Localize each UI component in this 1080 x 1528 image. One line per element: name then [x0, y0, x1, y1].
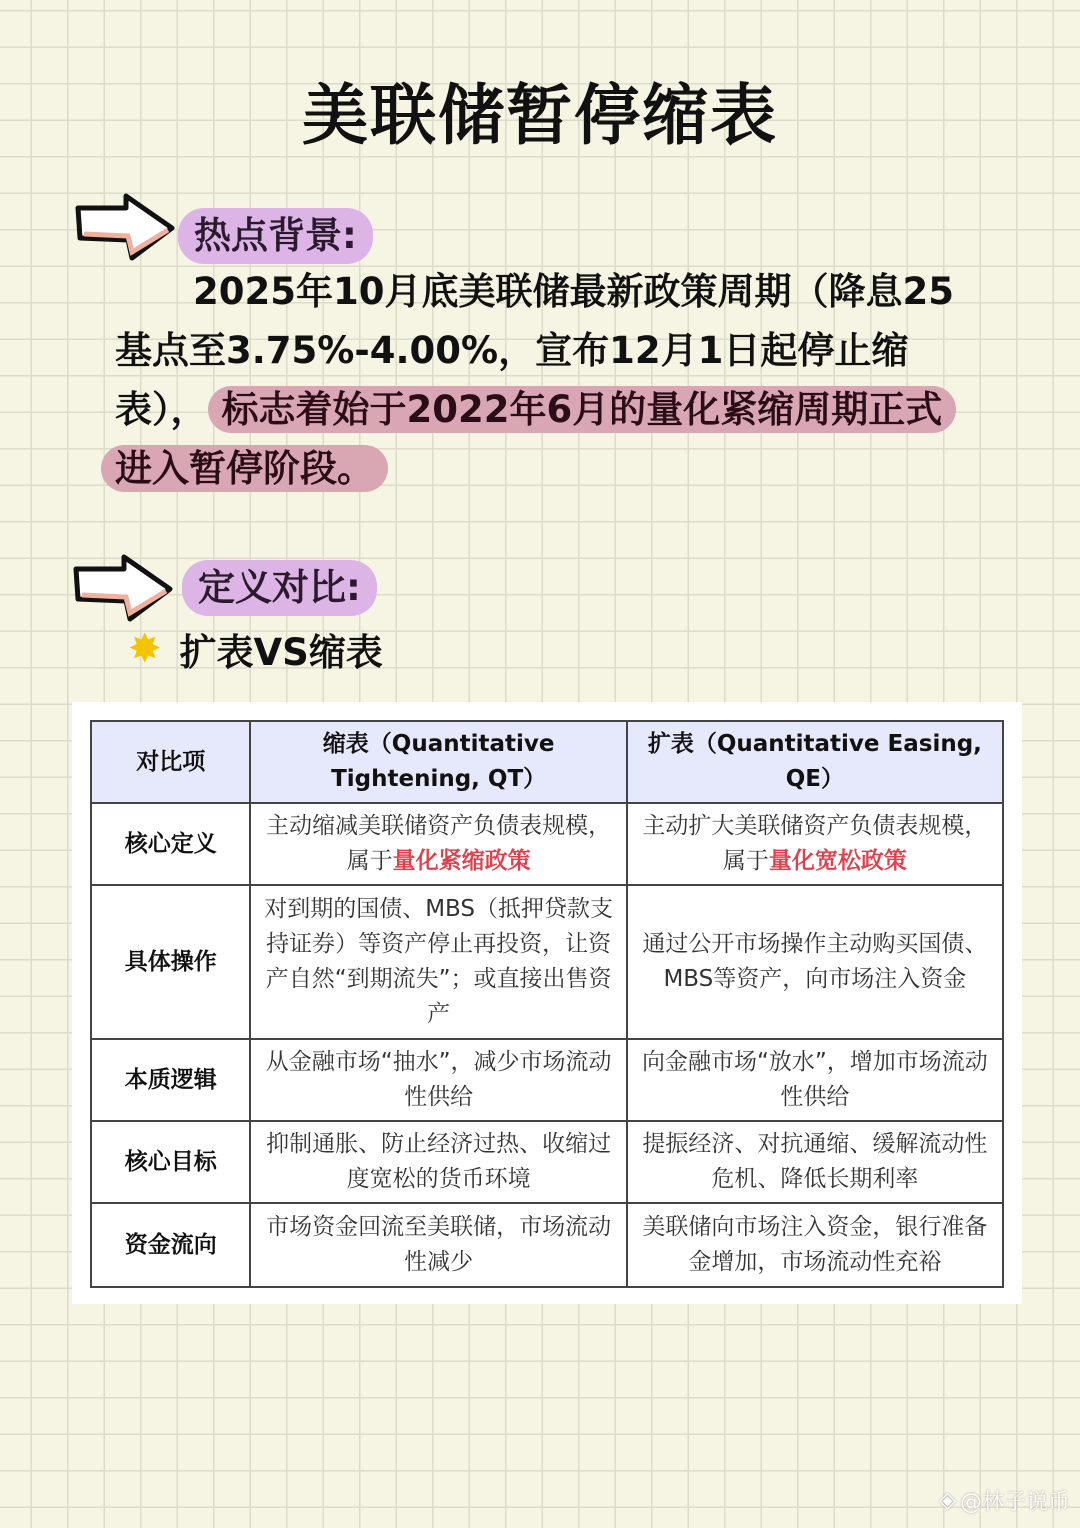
table-row [91, 1039, 1003, 1121]
sparkle-icon: ✸ [128, 626, 162, 672]
qt-cell: 对到期的国债、MBS（抵押贷款支持证券）等资产停止再投资，让资产自然“到期流失”；或直接出售资产 [250, 885, 626, 1039]
row-label: 核心定义 [91, 803, 250, 885]
row-label: 具体操作 [91, 885, 250, 1039]
highlight-text: 标志着始于2022年6月的量化紧缩周期正式 [208, 386, 957, 433]
paragraph-line [101, 444, 388, 494]
red-highlight: 量化紧缩政策 [392, 848, 531, 874]
tag-definition: 定义对比: [182, 560, 377, 616]
qe-cell: 通过公开市场操作主动购买国债、MBS等资产，向市场注入资金 [627, 885, 1003, 1039]
table-row [91, 1121, 1003, 1203]
qt-cell: 抑制通胀、防止经济过热、收缩过度宽松的货币环境 [250, 1121, 626, 1203]
watermark [939, 1485, 1070, 1516]
qt-cell: 市场资金回流至美联储，市场流动性减少 [250, 1203, 626, 1287]
paragraph-line: 2025年10月底美联储最新政策周期（降息25 [193, 270, 954, 313]
subtitle-text: 扩表VS缩表 [179, 631, 383, 674]
page-title: 美联储暂停缩表 [302, 77, 778, 154]
paragraph-text: 表）， [115, 388, 208, 431]
table-row [91, 803, 1003, 885]
cell-text: 主动缩减美联储资产负债表规模，属于 [266, 813, 612, 874]
paragraph-line: 基点至3.75%-4.00%，宣布12月1日起停止缩 [115, 329, 909, 372]
qt-cell [250, 803, 626, 885]
qe-cell: 提振经济、对抗通缩、缓解流动性危机、降低长期利率 [627, 1121, 1003, 1203]
highlight-text: 进入暂停阶段。 [101, 445, 388, 492]
arrow-icon [74, 192, 178, 262]
row-label: 资金流向 [91, 1203, 250, 1287]
header-qt: 缩表（Quantitative Tightening, QT） [250, 721, 626, 803]
qe-cell: 向金融市场“放水”，增加市场流动性供给 [627, 1039, 1003, 1121]
qe-cell [627, 803, 1003, 885]
header-qe: 扩表（Quantitative Easing, QE） [627, 721, 1003, 803]
paragraph-line [115, 385, 956, 435]
cell-text: 主动扩大美联储资产负债表规模，属于 [642, 813, 988, 874]
header-item: 对比项 [91, 721, 250, 803]
tag-hot-background: 热点背景: [178, 208, 373, 264]
red-highlight: 量化宽松政策 [768, 848, 907, 874]
table-row [91, 1203, 1003, 1287]
row-label: 本质逻辑 [91, 1039, 250, 1121]
qe-cell: 美联储向市场注入资金，银行准备金增加，市场流动性充裕 [627, 1203, 1003, 1287]
watermark-text: @林子说币 [959, 1490, 1070, 1515]
comparison-table [90, 720, 1004, 1288]
table-row [91, 885, 1003, 1039]
table-header-row [91, 721, 1003, 803]
qt-cell: 从金融市场“抽水”，减少市场流动性供给 [250, 1039, 626, 1121]
row-label: 核心目标 [91, 1121, 250, 1203]
diamond-logo-icon: ◈ [939, 1488, 956, 1513]
subtitle [128, 622, 383, 676]
arrow-icon [72, 553, 176, 623]
